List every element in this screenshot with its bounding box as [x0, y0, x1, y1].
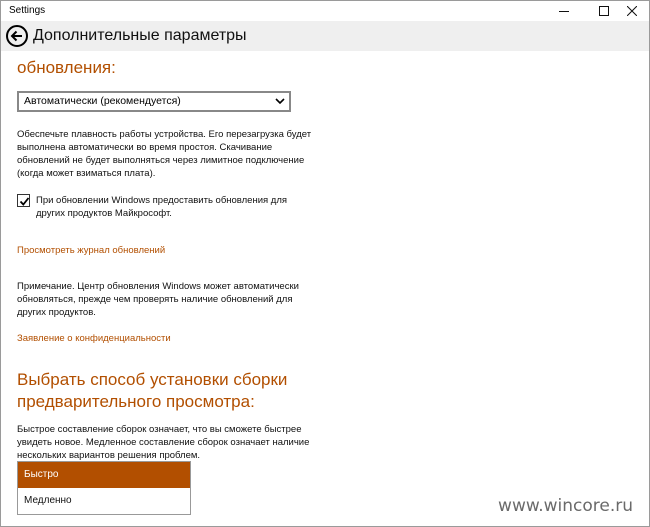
privacy-statement-link[interactable]: Заявление о конфиденциальности	[17, 333, 171, 344]
maximize-icon	[599, 6, 609, 16]
other-products-checkbox[interactable]	[17, 194, 30, 207]
preview-speed-list	[17, 461, 191, 515]
update-section-heading: обновления:	[17, 58, 116, 77]
dropdown-selected-value: Автоматически (рекомендуется)	[24, 95, 181, 107]
preview-section-heading: Выбрать способ установки сборки предварительного просмотра:	[17, 370, 288, 411]
title-bar	[1, 1, 649, 21]
minimize-icon	[559, 6, 569, 16]
close-button[interactable]	[615, 1, 649, 21]
back-button[interactable]	[5, 24, 29, 48]
back-arrow-icon	[5, 24, 29, 48]
update-description: Обеспечьте плавность работы устройства. Его перезагрузка будет выполнена автоматически во время простоя. Скачивание обновлений не будет выполняться через лимитное подключение (когда может взиматься плата).	[17, 129, 312, 179]
option-slow[interactable]: Медленно	[24, 495, 72, 506]
page-title: Дополнительные параметры	[33, 27, 247, 44]
checkbox-label: При обновлении Windows предоставить обновления для других продуктов Майкрософт.	[36, 195, 288, 219]
preview-description: Быстрое составление сборок означает, что вы сможете быстрее увидеть новое. Медленное составление сборок означает наличие нескольких вариантов решения проблем.	[17, 424, 310, 461]
option-fast[interactable]: Быстро	[18, 462, 190, 488]
window-title: Settings	[9, 5, 46, 16]
update-history-link[interactable]: Просмотреть журнал обновлений	[17, 245, 166, 256]
settings-content	[1, 51, 649, 527]
update-mode-dropdown[interactable]	[17, 91, 291, 112]
close-icon	[627, 6, 637, 16]
header-bar	[1, 21, 649, 51]
watermark: www.wincore.ru	[498, 496, 633, 516]
checkmark-icon	[19, 196, 30, 207]
minimize-button[interactable]	[547, 1, 581, 21]
update-note: Примечание. Центр обновления Windows может автоматически обновляться, прежде чем проверять наличие обновлений для других продуктов.	[17, 281, 299, 318]
chevron-down-icon	[275, 97, 285, 105]
